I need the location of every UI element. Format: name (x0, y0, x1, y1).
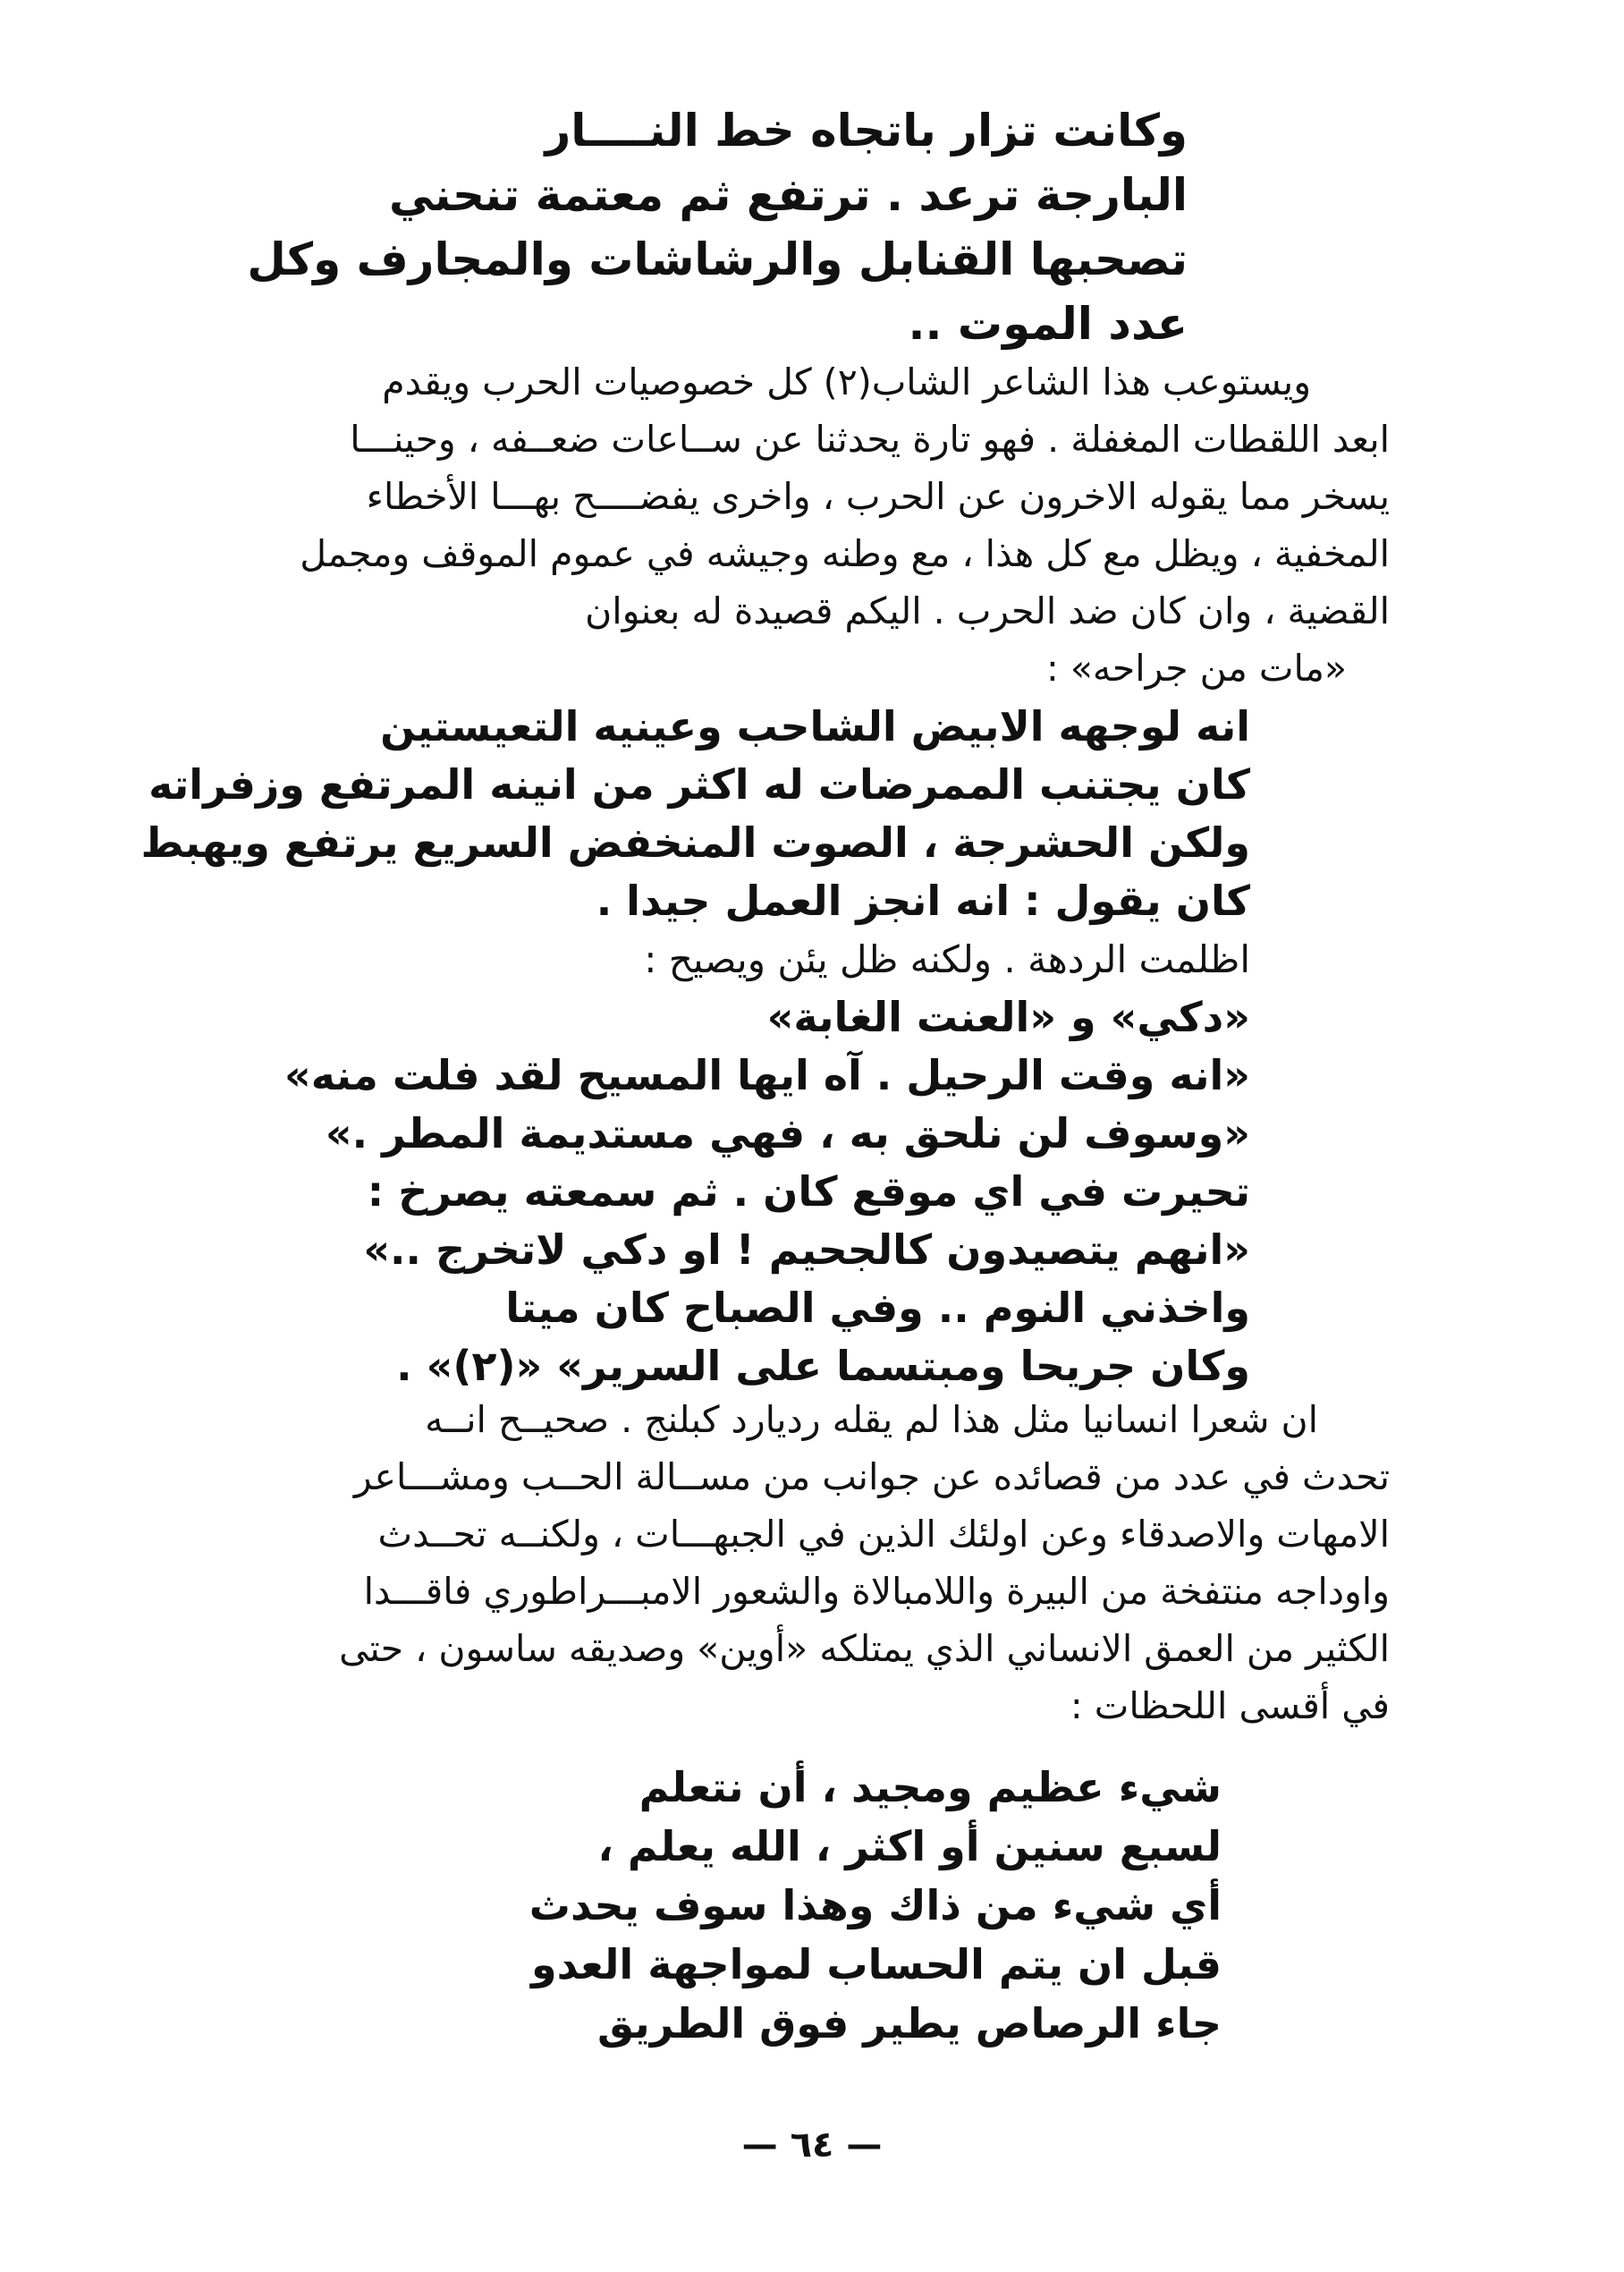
poem-line: «وسوف لن نلحق به ، فهي مستديمة المطر .» (325, 1109, 1250, 1157)
poem-line: وكان جريحا ومبتسما على السرير» «(٢)» . (396, 1342, 1250, 1390)
paragraph-line: ان شعرا انسانيا مثل هذا لم يقله رديارد كبلنج . صحيــح انــه (425, 1398, 1318, 1441)
poem-line: تحيرت في اي موقع كان . ثم سمعته يصرخ : (367, 1167, 1250, 1216)
verse-line: لسبع سنين أو اكثر ، الله يعلم ، (597, 1822, 1222, 1870)
poem-line: واخذني النوم .. وفي الصباح كان ميتا (505, 1284, 1250, 1332)
poem-line: اظلمت الردهة . ولكنه ظل يئن ويصيح : (644, 937, 1250, 981)
paragraph-line: تحدث في عدد من قصائده عن جوانب من مســالة الحــب ومشـــاعر (353, 1455, 1390, 1498)
paragraph-line: المخفية ، ويظل مع كل هذا ، مع وطنه وجيشه في عموم الموقف ومجمل (300, 532, 1390, 575)
paragraph-line: القضية ، وان كان ضد الحرب . اليكم قصيدة له بعنوان (585, 589, 1390, 632)
paragraph-line: الكثير من العمق الانساني الذي يمتلكه «أوين» وصديقه ساسون ، حتى (339, 1627, 1390, 1670)
page-number: — ٦٤ — (741, 2124, 883, 2166)
verse-line: شيء عظيم ومجيد ، أن نتعلم (639, 1763, 1222, 1811)
verse-line: جاء الرصاص يطير فوق الطريق (596, 1999, 1222, 2047)
poem-line: ولكن الحشرجة ، الصوت المنخفض السريع يرتفع ويهبط (140, 818, 1250, 867)
verse-line: أي شيء من ذاك وهذا سوف يحدث (529, 1881, 1222, 1929)
verse-line: تصحبها القنابل والرشاشات والمجارف وكل (247, 233, 1188, 285)
paragraph-line: في أقسى اللحظات : (1070, 1684, 1390, 1727)
poem-line: كان يجتنب الممرضات له اكثر من انينه المرتفع وزفراته (148, 760, 1250, 809)
paragraph-kipling-comparison (218, 1391, 1390, 1734)
paragraph-line: ابعد اللقطات المغفلة . فهو تارة يحدثنا عن ســاعات ضعــفه ، وحينـــا (350, 418, 1390, 461)
poem-line: «انه وقت الرحيل . آه ايها المسيح لقد فلت منه» (284, 1051, 1250, 1099)
verse-line: وكانت تزار باتجاه خط النــــار (545, 105, 1188, 157)
closing-verse (529, 1758, 1222, 2053)
poem-line: «دكي» و «العنت الغابة» (766, 993, 1250, 1041)
verse-line: البارجة ترعد . ترتفع ثم معتمة تنحني (388, 169, 1188, 221)
paragraph-war-poet (218, 353, 1390, 697)
poem-died-of-wounds (141, 698, 1250, 1395)
poem-line: «انهم يتصيدون كالجحيم ! او دكي لاتخرج ..» (363, 1225, 1250, 1274)
poem-line: كان يقول : انه انجز العمل جيدا . (596, 877, 1250, 925)
paragraph-line: الامهات والاصدقاء وعن اولئك الذين في الجبهـــات ، ولكنــه تحــدث (377, 1513, 1390, 1556)
poem-title-line: «مات من جراحه» : (1046, 647, 1347, 690)
verse-line: قبل ان يتم الحساب لمواجهة العدو (531, 1940, 1222, 1988)
opening-verse (247, 98, 1188, 356)
paragraph-line: ويستوعب هذا الشاعر الشاب(٢) كل خصوصيات الحرب ويقدم (382, 360, 1311, 403)
poem-line: انه لوجهه الابيض الشاحب وعينيه التعيستين (380, 702, 1250, 750)
verse-line: عدد الموت .. (908, 298, 1188, 350)
paragraph-line: واوداجه منتفخة من البيرة واللامبالاة والشعور الامبـــراطوري فاقـــدا (363, 1570, 1390, 1613)
paragraph-line: يسخر مما يقوله الاخرون عن الحرب ، واخرى يفضــــح بهـــا الأخطاء (366, 475, 1390, 518)
